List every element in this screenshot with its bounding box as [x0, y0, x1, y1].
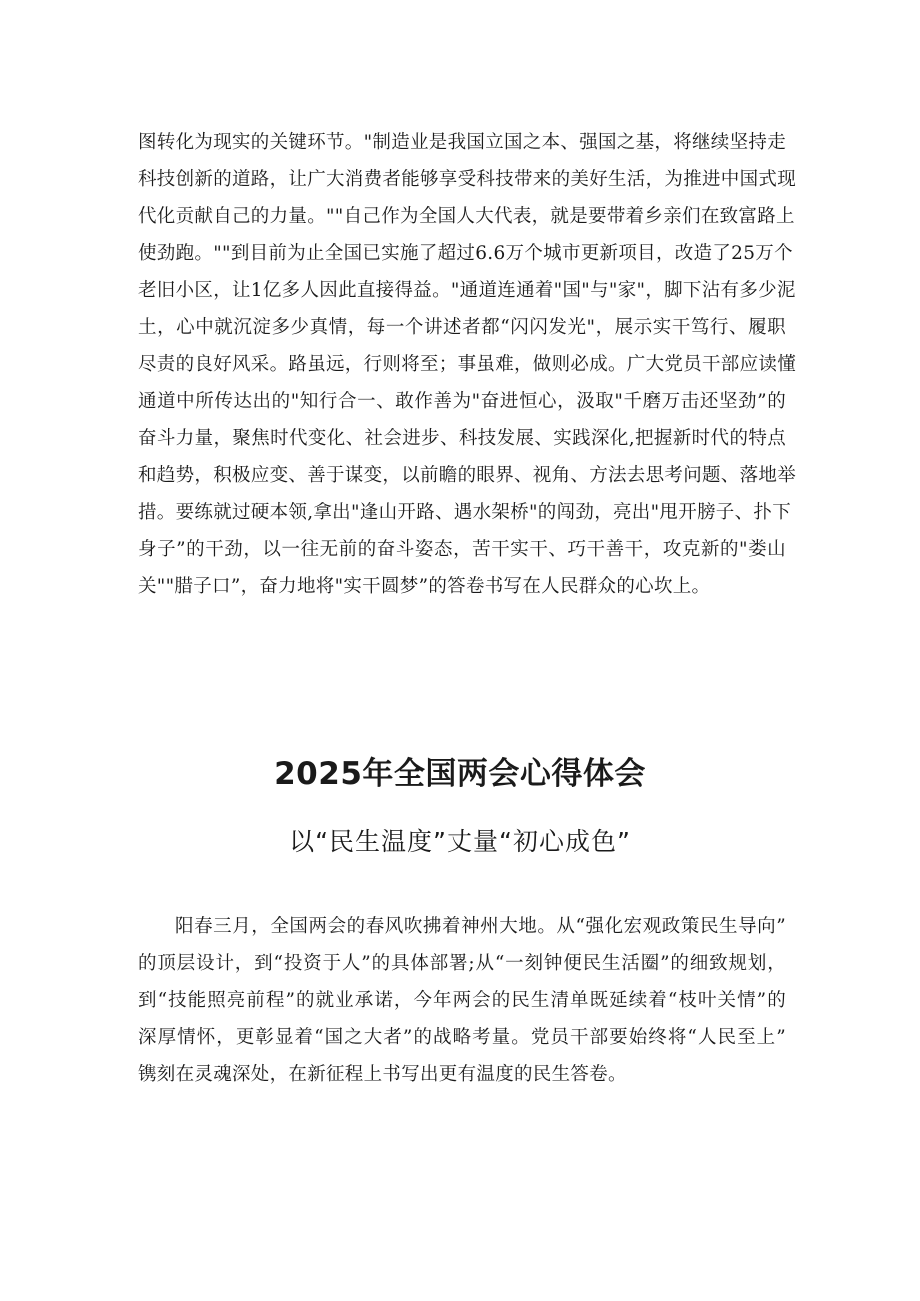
paragraph-line: 镌刻在灵魂深处，在新征程上书写出更有温度的民生答卷。	[138, 1064, 627, 1085]
paragraph-line: 尽责的良好风采。路虽远，行则将至；事虽难，做则必成。广大党员干部应读懂	[138, 354, 797, 375]
paragraph-line: 土，心中就沉淀多少真情，每一个讲述者都“闪闪发光"，展示实干笃行、履职	[138, 317, 786, 338]
paragraph-line: 措。要练就过硬本领,拿出"逢山开路、遇水架桥"的闯劲，亮出"甩开膀子、扑下	[138, 502, 792, 523]
paragraph-line: 的顶层设计，到“投资于人”的具体部署;从“一刻钟便民生活圈”的细致规划，	[138, 953, 786, 974]
article-subtitle: 以“民生温度”丈量“初心成色”	[289, 827, 631, 856]
paragraph-line: 通道中所传达出的"知行合一、敢作善为"奋进恒心，汲取"千磨万击还坚劲”的	[138, 391, 786, 412]
body-paragraph-intro	[138, 908, 786, 1093]
paragraph-line: 奋斗力量，聚焦时代变化、社会进步、科技发展、实践深化,把握新时代的特点	[138, 428, 786, 449]
paragraph-line: 科技创新的道路，让广大消费者能够享受科技带来的美好生活，为推进中国式现	[138, 169, 797, 190]
body-paragraph-continuation	[138, 124, 797, 605]
paragraph-line: 使劲跑。""到目前为止全国已实施了超过6.6万个城市更新项目，改造了25万个	[138, 243, 793, 264]
paragraph-line: 阳春三月，全国两会的春风吹拂着神州大地。从“强化宏观政策民生导向”	[175, 916, 786, 937]
paragraph-line: 代化贡献自己的力量。""自己作为全国人大代表，就是要带着乡亲们在致富路上	[138, 206, 795, 227]
paragraph-line: 深厚情怀，更彰显着“国之大者”的战略考量。党员干部要始终将“人民至上”	[138, 1027, 786, 1048]
paragraph-line: 老旧小区，让1亿多人因此直接得益。"通道连通着"国"与"家"，脚下沾有多少泥	[138, 280, 796, 301]
paragraph-line: 身子”的干劲，以一往无前的奋斗姿态，苦干实干、巧干善干，攻克新的"娄山	[138, 539, 786, 560]
paragraph-line: 关""腊子口”，奋力地将"实干圆梦”的答卷书写在人民群众的心坎上。	[138, 576, 711, 597]
paragraph-line: 和趋势，积极应变、善于谋变，以前瞻的眼界、视角、方法去思考问题、落地举	[138, 465, 797, 486]
article-title: 2025年全国两会心得体会	[274, 756, 646, 792]
paragraph-line: 到“技能照亮前程”的就业承诺，今年两会的民生清单既延续着“枝叶关情”的	[138, 990, 786, 1011]
paragraph-line: 图转化为现实的关键环节。"制造业是我国立国之本、强国之基，将继续坚持走	[138, 132, 787, 153]
